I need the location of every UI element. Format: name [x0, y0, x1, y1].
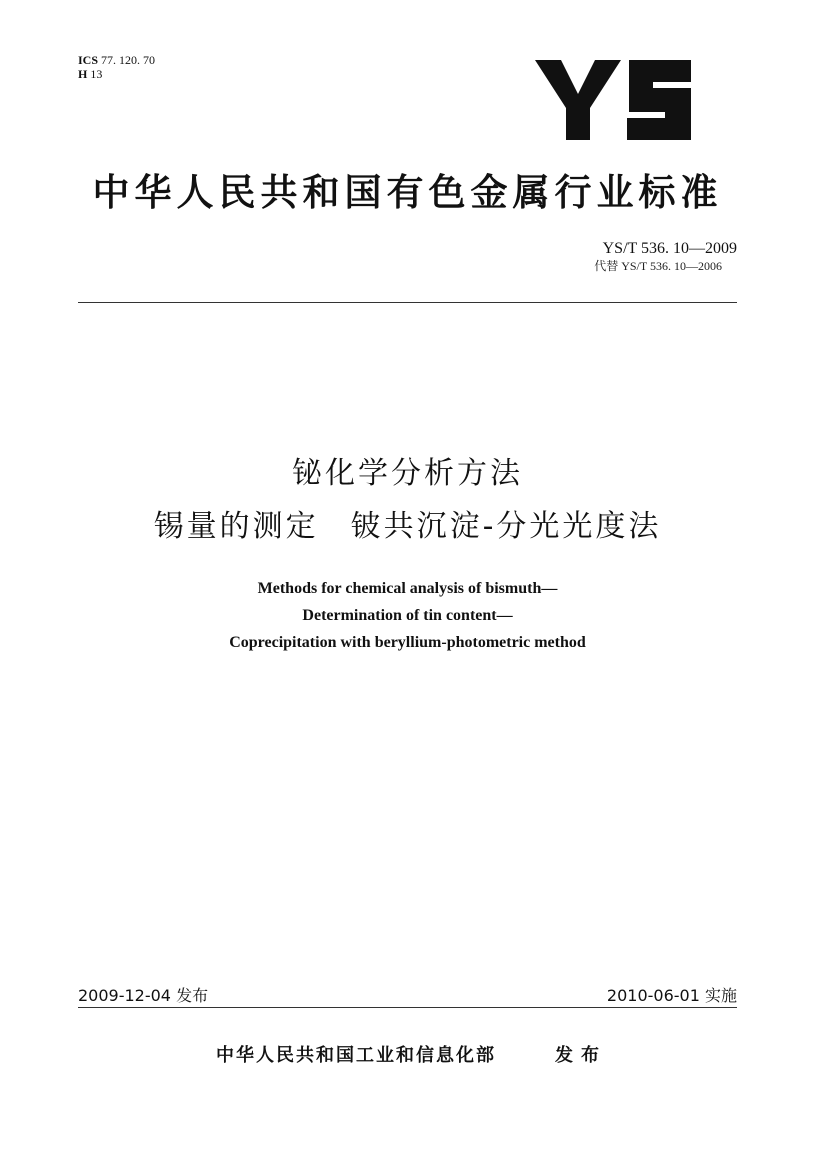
replaces-standard: 代替 YS/T 536. 10—2006	[594, 259, 722, 273]
publisher: 中华人民共和国工业和信息化部	[216, 1045, 496, 1066]
title-en-line1: Methods for chemical analysis of bismuth—	[257, 580, 558, 597]
org-title: 中华人民共和国有色金属行业标准	[92, 171, 723, 214]
ccs-label: H	[78, 67, 88, 81]
ccs-line	[78, 67, 155, 81]
title-zh-line1: 铋化学分析方法	[292, 456, 523, 491]
title-en-line2: Determination of tin content—	[302, 607, 513, 624]
ys-logo	[533, 58, 693, 142]
footer-divider	[78, 1007, 737, 1008]
ics-label: ICS	[78, 53, 99, 67]
issue-date: 2009-12-04 发布	[78, 986, 209, 1005]
publish-label: 发布	[555, 1045, 607, 1066]
standard-number: YS/T 536. 10—2009	[602, 240, 737, 257]
implementation-date: 2010-06-01 实施	[606, 986, 737, 1005]
title-en-line3: Coprecipitation with beryllium-photometric method	[229, 634, 586, 651]
ics-code: 77. 120. 70	[98, 53, 156, 67]
title-zh-line2	[0, 508, 815, 546]
header-divider	[78, 302, 737, 303]
ccs-code: 13	[87, 67, 103, 81]
title-zh-line2-part1: 锡量的测定	[153, 509, 319, 544]
ys-logo-letter-s	[627, 60, 691, 140]
classification-codes	[78, 53, 155, 81]
ics-line	[78, 53, 155, 67]
ys-logo-letter-y	[535, 60, 621, 140]
title-zh-line2-part2: 铍共沉淀-分光光度法	[350, 509, 662, 544]
